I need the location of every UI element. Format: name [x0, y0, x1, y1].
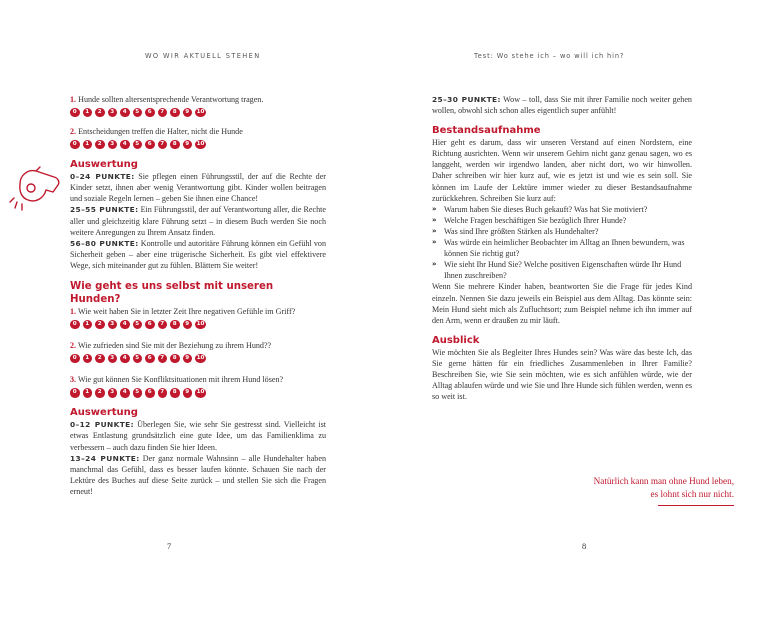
- scale-point: 1: [83, 108, 93, 118]
- scale-point: 9: [183, 388, 193, 398]
- question-number: 1.: [70, 95, 77, 104]
- scale-point: 7: [158, 354, 168, 364]
- scale-point: 3: [108, 354, 118, 364]
- scale-point: 1: [83, 140, 93, 150]
- question-number: 2.: [70, 127, 77, 137]
- scale-point: 3: [108, 388, 118, 398]
- section2-question-1: 1. Wie weit haben Sie in letzter Zeit Ihre negativen Gefühle im Griff?: [70, 307, 296, 317]
- scale-point: 2: [95, 320, 105, 330]
- evaluation-1-range-3: 56–80 PUNKTE: Kontrolle und autoritäre Führung können ein Gefühl von Sicherheit geben – aber eine trügerische Sicherheit. Es gibt viel effektivere Wege, sich miteinander gut zu fühlen. Blättern Sie weiter!: [70, 238, 326, 270]
- scale-point: 5: [133, 388, 143, 398]
- scale-point: 8: [170, 354, 180, 364]
- scale-point: 7: [158, 108, 168, 118]
- rating-scale-q2: [70, 139, 326, 150]
- pull-quote-line-1: Natürlich kann man ohne Hund leben,: [593, 476, 734, 486]
- intro-range: 25–30 PUNKTE: Wow – toll, dass Sie mit ihrer Familie noch weiter gehen wollen, obwohl sich schon alles eigentlich super anfühlt!: [432, 95, 692, 116]
- scale-point: 0: [70, 108, 80, 118]
- scale-point: 4: [120, 320, 130, 330]
- list-item: » Wie sieht Ihr Hund Sie? Welche positiven Eigenschaften würde Ihr Hund Ihnen zuschreiben?: [432, 260, 682, 281]
- right-page-column: [432, 94, 692, 402]
- section2-question-3: 3. Wie gut können Sie Konfliktsituationen mit ihrem Hund lösen?: [70, 375, 284, 385]
- evaluation-2-range-2: 13–24 PUNKTE: Der ganz normale Wahnsinn – alle Hundehalter haben manchmal das Gefühl, dass es besser laufen könnte. Schauen Sie nach der Lektüre des Buches auf diese Seite zurück – und stellen Sie sich die Fragen erneut!: [70, 453, 326, 496]
- page-number-right: 8: [582, 542, 587, 551]
- scale-point: 9: [183, 354, 193, 364]
- scale-point: 8: [170, 388, 180, 398]
- scale-point: 1: [83, 388, 93, 398]
- scale-point: 6: [145, 354, 155, 364]
- evaluation-heading-2: Auswertung: [70, 407, 138, 419]
- scale-point: 3: [108, 108, 118, 118]
- list-item: » Warum haben Sie dieses Buch gekauft? Was hat Sie motiviert?: [432, 204, 648, 214]
- scale-point: 6: [145, 320, 155, 330]
- scale-point: 8: [170, 140, 180, 150]
- scale-point: 10: [195, 108, 206, 118]
- scale-point: 9: [183, 108, 193, 118]
- rating-scale-s2q3: [70, 387, 326, 398]
- question-text: Entscheidungen treffen die Halter, nicht die Hunde: [76, 127, 243, 137]
- bullet-chevron-icon: »: [432, 215, 437, 224]
- scale-point: 6: [145, 388, 155, 398]
- scale-point: 1: [83, 354, 93, 364]
- scale-point: 7: [158, 388, 168, 398]
- scale-point: 6: [145, 108, 155, 118]
- scale-point: 7: [158, 320, 168, 330]
- scale-point: 8: [170, 108, 180, 118]
- scale-point: 2: [95, 108, 105, 118]
- scale-point: 5: [133, 108, 143, 118]
- scale-point: 0: [70, 140, 80, 150]
- scale-point: 2: [95, 388, 105, 398]
- bullet-chevron-icon: »: [432, 226, 437, 235]
- scale-point: 6: [145, 140, 155, 150]
- question-1: [70, 94, 326, 105]
- pull-quote: [540, 475, 734, 501]
- scale-point: 3: [108, 320, 118, 330]
- evaluation-2-range-1: 0–12 PUNKTE: Überlegen Sie, wie sehr Sie gestresst sind. Vielleicht ist etwas Entlastung grundsätzlich eine gute Idee, um das Familienklima zu verbessern – auch dazu finden Sie hier Ideen.: [70, 420, 326, 452]
- list-item: » Was würde ein heimlicher Beobachter im Alltag an Ihnen bewundern, was können Sie richtig gut?: [432, 238, 685, 259]
- scale-point: 10: [195, 354, 206, 364]
- left-page-column: [70, 94, 326, 497]
- scale-point: 10: [195, 320, 206, 330]
- list-item: » Welche Fragen beschäftigen Sie bezüglich Ihrer Hunde?: [432, 215, 627, 225]
- running-head-left: WO WIR AKTUELL STEHEN: [145, 52, 261, 60]
- bullet-chevron-icon: »: [432, 204, 437, 213]
- scale-point: 5: [133, 140, 143, 150]
- scale-point: 4: [120, 388, 130, 398]
- bestandsaufnahme-text: Hier geht es darum, dass wir unseren Verstand auf einen Nordstern, eine Richtung ausrichten. Wenn wir unserem Gehirn nicht ganz genau sagen, wo es langgeht, werden wir irgendwo landen, aber nicht dort, wo wir hinwollen. Daher schreiben wir hier kurz auf, wie es jetzt ist und wie es sein soll. Sie können im Laufe der Lektüre immer wieder zu dieser Bestandsaufnahme zurückkehren. Schreiben Sie kurz auf:: [432, 138, 692, 203]
- evaluation-1-range-1: 0–24 PUNKTE: Sie pflegen einen Führungsstil, der auf die Rechte der Kinder setzt, ihnen aber wenig Verantwortung gibt. Kinder wollen beitragen und soziale Regeln lernen – geben Sie ihnen eine Chance!: [70, 172, 326, 204]
- question-list: [432, 204, 692, 282]
- section-heading-dogs: Wie geht es uns selbst mit unseren Hunden?: [70, 281, 274, 306]
- pull-quote-line-2: es lohnt sich nur nicht.: [650, 489, 734, 499]
- running-head-right: Test: Wo stehe ich – wo will ich hin?: [474, 52, 625, 60]
- scale-point: 7: [158, 140, 168, 150]
- question-text: Hunde sollten altersentsprechende Verantwortung tragen.: [76, 95, 264, 104]
- pull-quote-rule: [658, 505, 734, 506]
- scale-point: 10: [195, 388, 206, 398]
- scale-point: 1: [83, 320, 93, 330]
- scale-point: 9: [183, 140, 193, 150]
- question-2: [70, 126, 326, 137]
- rating-scale-q1: [70, 107, 326, 118]
- scale-point: 9: [183, 320, 193, 330]
- scale-point: 5: [133, 320, 143, 330]
- scale-point: 4: [120, 108, 130, 118]
- whistle-icon: [6, 158, 66, 216]
- heading-ausblick: Ausblick: [432, 334, 480, 346]
- bullet-chevron-icon: »: [432, 260, 437, 269]
- heading-bestandsaufnahme: Bestandsaufnahme: [432, 125, 541, 137]
- bestandsaufnahme-followup: Wenn Sie mehrere Kinder haben, beantworten Sie die Frage für jedes Kind einzeln. Nennen Sie dazu jeweils ein Beispiel aus dem Alltag. Das könnte sein: Mein Hund sieht mich als Zufluchtsort; zum Beispiel nehme ich ihn immer auf den Arm, wenn er draußen zu mir läuft.: [432, 282, 692, 325]
- scale-point: 5: [133, 354, 143, 364]
- scale-point: 2: [95, 354, 105, 364]
- scale-point: 0: [70, 354, 80, 364]
- scale-point: 10: [195, 140, 206, 150]
- scale-point: 0: [70, 388, 80, 398]
- scale-point: 0: [70, 320, 80, 330]
- scale-point: 4: [120, 140, 130, 150]
- scale-point: 3: [108, 140, 118, 150]
- bullet-chevron-icon: »: [432, 238, 437, 247]
- evaluation-1-range-2: 25–55 PUNKTE: Ein Führungsstil, der auf Verantwortung aller, die Rechte aller und gleichzeitig klare Führung setzt – in diesem Buch werden Sie noch weitere Anregungen zu Ihrem Ansatz finden.: [70, 205, 326, 237]
- section2-question-2: 2. Wie zufrieden sind Sie mit der Beziehung zu ihrem Hund??: [70, 341, 272, 351]
- ausblick-text: Wie möchten Sie als Begleiter Ihres Hundes sein? Was wäre das beste Ich, das Sie gerne hätten für ein friedliches Zusammenleben in Ihrer Familie? Beschreiben Sie, wie Sie sein möchten, wie es sich anfühlen würde, wie der Alltag ablaufen würde und wie Sie und Ihre Hunde sich fühlen werden, wenn es so weit ist.: [432, 347, 692, 402]
- rating-scale-s2q1: [70, 319, 326, 330]
- evaluation-heading-1: Auswertung: [70, 159, 138, 171]
- scale-point: 4: [120, 354, 130, 364]
- page-number-left: 7: [167, 542, 172, 551]
- list-item: » Was sind Ihre größten Stärken als Hundehalter?: [432, 226, 599, 236]
- scale-point: 2: [95, 140, 105, 150]
- rating-scale-s2q2: [70, 353, 326, 364]
- scale-point: 8: [170, 320, 180, 330]
